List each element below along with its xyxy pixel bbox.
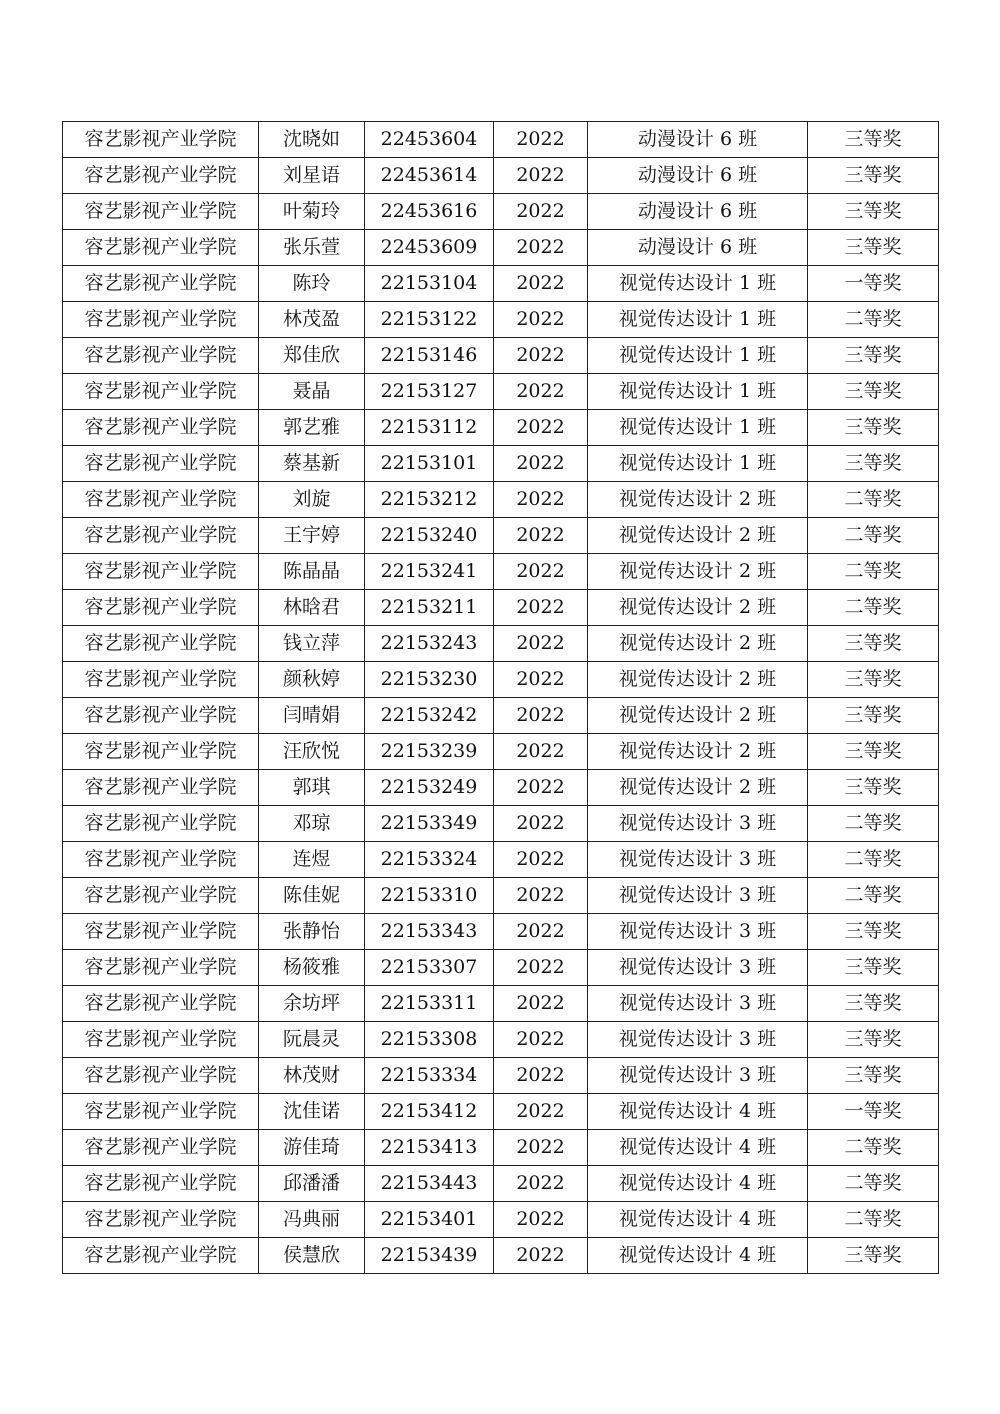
class-cell: 视觉传达设计 2 班 — [588, 590, 808, 626]
college-cell: 容艺影视产业学院 — [63, 1058, 259, 1094]
grade-cell: 2022 — [494, 1058, 588, 1094]
college-cell: 容艺影视产业学院 — [63, 986, 259, 1022]
student-id-cell: 22153307 — [365, 950, 494, 986]
student-id-cell: 22453604 — [365, 122, 494, 158]
name-cell: 阮晨灵 — [259, 1022, 365, 1058]
class-cell: 动漫设计 6 班 — [588, 194, 808, 230]
table-row — [63, 1238, 939, 1274]
grade-cell: 2022 — [494, 1094, 588, 1130]
award-cell: 一等奖 — [808, 1094, 939, 1130]
table-row — [63, 1202, 939, 1238]
college-cell: 容艺影视产业学院 — [63, 734, 259, 770]
name-cell: 颜秋婷 — [259, 662, 365, 698]
table-row — [63, 1058, 939, 1094]
table-row — [63, 878, 939, 914]
award-cell: 二等奖 — [808, 302, 939, 338]
college-cell: 容艺影视产业学院 — [63, 230, 259, 266]
name-cell: 聂晶 — [259, 374, 365, 410]
table-row — [63, 1130, 939, 1166]
college-cell: 容艺影视产业学院 — [63, 194, 259, 230]
student-id-cell: 22153101 — [365, 446, 494, 482]
college-cell: 容艺影视产业学院 — [63, 914, 259, 950]
award-cell: 二等奖 — [808, 878, 939, 914]
table-row — [63, 446, 939, 482]
award-cell: 二等奖 — [808, 482, 939, 518]
grade-cell: 2022 — [494, 914, 588, 950]
award-cell: 二等奖 — [808, 590, 939, 626]
student-id-cell: 22153212 — [365, 482, 494, 518]
student-id-cell: 22153401 — [365, 1202, 494, 1238]
table-row — [63, 230, 939, 266]
award-list-table — [62, 121, 939, 1274]
class-cell: 视觉传达设计 1 班 — [588, 374, 808, 410]
student-id-cell: 22153443 — [365, 1166, 494, 1202]
college-cell: 容艺影视产业学院 — [63, 482, 259, 518]
table-row — [63, 914, 939, 950]
college-cell: 容艺影视产业学院 — [63, 806, 259, 842]
grade-cell: 2022 — [494, 266, 588, 302]
table-row — [63, 338, 939, 374]
name-cell: 闫晴娟 — [259, 698, 365, 734]
college-cell: 容艺影视产业学院 — [63, 338, 259, 374]
award-cell: 三等奖 — [808, 1022, 939, 1058]
college-cell: 容艺影视产业学院 — [63, 950, 259, 986]
table-row — [63, 1022, 939, 1058]
name-cell: 郭艺雅 — [259, 410, 365, 446]
college-cell: 容艺影视产业学院 — [63, 158, 259, 194]
name-cell: 陈佳妮 — [259, 878, 365, 914]
class-cell: 视觉传达设计 1 班 — [588, 302, 808, 338]
class-cell: 视觉传达设计 3 班 — [588, 878, 808, 914]
name-cell: 林茂盈 — [259, 302, 365, 338]
name-cell: 林茂财 — [259, 1058, 365, 1094]
college-cell: 容艺影视产业学院 — [63, 1130, 259, 1166]
table-row — [63, 158, 939, 194]
award-cell: 三等奖 — [808, 374, 939, 410]
grade-cell: 2022 — [494, 518, 588, 554]
table-row — [63, 626, 939, 662]
class-cell: 视觉传达设计 3 班 — [588, 950, 808, 986]
grade-cell: 2022 — [494, 1022, 588, 1058]
class-cell: 视觉传达设计 3 班 — [588, 842, 808, 878]
grade-cell: 2022 — [494, 878, 588, 914]
college-cell: 容艺影视产业学院 — [63, 842, 259, 878]
table-row — [63, 770, 939, 806]
grade-cell: 2022 — [494, 446, 588, 482]
name-cell: 郭琪 — [259, 770, 365, 806]
award-cell: 三等奖 — [808, 1238, 939, 1274]
award-cell: 三等奖 — [808, 986, 939, 1022]
award-cell: 三等奖 — [808, 410, 939, 446]
table-row — [63, 662, 939, 698]
grade-cell: 2022 — [494, 806, 588, 842]
class-cell: 视觉传达设计 4 班 — [588, 1166, 808, 1202]
student-id-cell: 22153240 — [365, 518, 494, 554]
name-cell: 刘星语 — [259, 158, 365, 194]
class-cell: 视觉传达设计 3 班 — [588, 1058, 808, 1094]
class-cell: 视觉传达设计 2 班 — [588, 626, 808, 662]
class-cell: 视觉传达设计 2 班 — [588, 482, 808, 518]
class-cell: 视觉传达设计 2 班 — [588, 518, 808, 554]
table-row — [63, 1166, 939, 1202]
award-cell: 一等奖 — [808, 266, 939, 302]
grade-cell: 2022 — [494, 698, 588, 734]
student-id-cell: 22153127 — [365, 374, 494, 410]
grade-cell: 2022 — [494, 590, 588, 626]
college-cell: 容艺影视产业学院 — [63, 410, 259, 446]
award-cell: 三等奖 — [808, 338, 939, 374]
grade-cell: 2022 — [494, 374, 588, 410]
table-row — [63, 554, 939, 590]
college-cell: 容艺影视产业学院 — [63, 266, 259, 302]
student-id-cell: 22453614 — [365, 158, 494, 194]
award-cell: 三等奖 — [808, 698, 939, 734]
grade-cell: 2022 — [494, 158, 588, 194]
grade-cell: 2022 — [494, 122, 588, 158]
grade-cell: 2022 — [494, 1202, 588, 1238]
class-cell: 视觉传达设计 2 班 — [588, 698, 808, 734]
name-cell: 侯慧欣 — [259, 1238, 365, 1274]
grade-cell: 2022 — [494, 338, 588, 374]
name-cell: 汪欣悦 — [259, 734, 365, 770]
table-row — [63, 194, 939, 230]
grade-cell: 2022 — [494, 842, 588, 878]
class-cell: 视觉传达设计 4 班 — [588, 1238, 808, 1274]
table-row — [63, 590, 939, 626]
table-row — [63, 1094, 939, 1130]
name-cell: 游佳琦 — [259, 1130, 365, 1166]
name-cell: 陈玲 — [259, 266, 365, 302]
table-row — [63, 410, 939, 446]
class-cell: 视觉传达设计 1 班 — [588, 266, 808, 302]
award-cell: 二等奖 — [808, 1166, 939, 1202]
award-cell: 三等奖 — [808, 1058, 939, 1094]
student-id-cell: 22153104 — [365, 266, 494, 302]
name-cell: 刘旋 — [259, 482, 365, 518]
student-id-cell: 22153239 — [365, 734, 494, 770]
award-cell: 二等奖 — [808, 842, 939, 878]
grade-cell: 2022 — [494, 410, 588, 446]
student-id-cell: 22153343 — [365, 914, 494, 950]
college-cell: 容艺影视产业学院 — [63, 878, 259, 914]
table-row — [63, 734, 939, 770]
name-cell: 余坊坪 — [259, 986, 365, 1022]
table-row — [63, 518, 939, 554]
college-cell: 容艺影视产业学院 — [63, 698, 259, 734]
award-cell: 二等奖 — [808, 1202, 939, 1238]
name-cell: 张乐萱 — [259, 230, 365, 266]
name-cell: 张静怡 — [259, 914, 365, 950]
table-row — [63, 950, 939, 986]
student-id-cell: 22153413 — [365, 1130, 494, 1166]
student-id-cell: 22153241 — [365, 554, 494, 590]
class-cell: 视觉传达设计 1 班 — [588, 446, 808, 482]
student-id-cell: 22153439 — [365, 1238, 494, 1274]
college-cell: 容艺影视产业学院 — [63, 1238, 259, 1274]
award-cell: 三等奖 — [808, 770, 939, 806]
table-body — [63, 122, 939, 1274]
award-cell: 三等奖 — [808, 158, 939, 194]
class-cell: 视觉传达设计 4 班 — [588, 1130, 808, 1166]
class-cell: 视觉传达设计 2 班 — [588, 662, 808, 698]
award-cell: 二等奖 — [808, 806, 939, 842]
grade-cell: 2022 — [494, 1130, 588, 1166]
grade-cell: 2022 — [494, 230, 588, 266]
student-id-cell: 22153112 — [365, 410, 494, 446]
college-cell: 容艺影视产业学院 — [63, 554, 259, 590]
award-cell: 三等奖 — [808, 662, 939, 698]
grade-cell: 2022 — [494, 734, 588, 770]
class-cell: 视觉传达设计 3 班 — [588, 806, 808, 842]
grade-cell: 2022 — [494, 554, 588, 590]
table-row — [63, 482, 939, 518]
name-cell: 连煜 — [259, 842, 365, 878]
class-cell: 视觉传达设计 4 班 — [588, 1202, 808, 1238]
class-cell: 视觉传达设计 1 班 — [588, 338, 808, 374]
grade-cell: 2022 — [494, 1166, 588, 1202]
name-cell: 王宇婷 — [259, 518, 365, 554]
class-cell: 视觉传达设计 2 班 — [588, 734, 808, 770]
grade-cell: 2022 — [494, 302, 588, 338]
award-cell: 三等奖 — [808, 914, 939, 950]
award-cell: 三等奖 — [808, 950, 939, 986]
student-id-cell: 22153243 — [365, 626, 494, 662]
college-cell: 容艺影视产业学院 — [63, 302, 259, 338]
table-row — [63, 302, 939, 338]
class-cell: 动漫设计 6 班 — [588, 122, 808, 158]
grade-cell: 2022 — [494, 986, 588, 1022]
college-cell: 容艺影视产业学院 — [63, 626, 259, 662]
grade-cell: 2022 — [494, 482, 588, 518]
student-id-cell: 22153308 — [365, 1022, 494, 1058]
class-cell: 视觉传达设计 2 班 — [588, 770, 808, 806]
table-row — [63, 842, 939, 878]
student-id-cell: 22153230 — [365, 662, 494, 698]
grade-cell: 2022 — [494, 662, 588, 698]
name-cell: 沈佳诺 — [259, 1094, 365, 1130]
name-cell: 沈晓如 — [259, 122, 365, 158]
student-id-cell: 22153334 — [365, 1058, 494, 1094]
class-cell: 视觉传达设计 2 班 — [588, 554, 808, 590]
name-cell: 蔡基新 — [259, 446, 365, 482]
class-cell: 动漫设计 6 班 — [588, 230, 808, 266]
student-id-cell: 22453609 — [365, 230, 494, 266]
table-row — [63, 374, 939, 410]
grade-cell: 2022 — [494, 194, 588, 230]
student-id-cell: 22453616 — [365, 194, 494, 230]
college-cell: 容艺影视产业学院 — [63, 122, 259, 158]
student-id-cell: 22153146 — [365, 338, 494, 374]
grade-cell: 2022 — [494, 626, 588, 662]
college-cell: 容艺影视产业学院 — [63, 770, 259, 806]
college-cell: 容艺影视产业学院 — [63, 374, 259, 410]
award-cell: 二等奖 — [808, 554, 939, 590]
student-id-cell: 22153211 — [365, 590, 494, 626]
class-cell: 视觉传达设计 4 班 — [588, 1094, 808, 1130]
table-row — [63, 698, 939, 734]
table-row — [63, 266, 939, 302]
award-cell: 二等奖 — [808, 518, 939, 554]
name-cell: 邱潘潘 — [259, 1166, 365, 1202]
class-cell: 视觉传达设计 3 班 — [588, 1022, 808, 1058]
name-cell: 邓琼 — [259, 806, 365, 842]
award-cell: 三等奖 — [808, 446, 939, 482]
student-id-cell: 22153311 — [365, 986, 494, 1022]
name-cell: 林晗君 — [259, 590, 365, 626]
name-cell: 冯典丽 — [259, 1202, 365, 1238]
class-cell: 动漫设计 6 班 — [588, 158, 808, 194]
name-cell: 杨筱雅 — [259, 950, 365, 986]
table-row — [63, 806, 939, 842]
college-cell: 容艺影视产业学院 — [63, 590, 259, 626]
class-cell: 视觉传达设计 1 班 — [588, 410, 808, 446]
student-id-cell: 22153324 — [365, 842, 494, 878]
grade-cell: 2022 — [494, 950, 588, 986]
college-cell: 容艺影视产业学院 — [63, 446, 259, 482]
student-id-cell: 22153242 — [365, 698, 494, 734]
college-cell: 容艺影视产业学院 — [63, 662, 259, 698]
class-cell: 视觉传达设计 3 班 — [588, 986, 808, 1022]
name-cell: 钱立萍 — [259, 626, 365, 662]
college-cell: 容艺影视产业学院 — [63, 1202, 259, 1238]
student-id-cell: 22153349 — [365, 806, 494, 842]
name-cell: 叶菊玲 — [259, 194, 365, 230]
grade-cell: 2022 — [494, 1238, 588, 1274]
student-id-cell: 22153122 — [365, 302, 494, 338]
grade-cell: 2022 — [494, 770, 588, 806]
name-cell: 陈晶晶 — [259, 554, 365, 590]
award-cell: 三等奖 — [808, 122, 939, 158]
award-cell: 三等奖 — [808, 194, 939, 230]
college-cell: 容艺影视产业学院 — [63, 1166, 259, 1202]
college-cell: 容艺影视产业学院 — [63, 518, 259, 554]
award-cell: 三等奖 — [808, 230, 939, 266]
student-id-cell: 22153249 — [365, 770, 494, 806]
student-id-cell: 22153310 — [365, 878, 494, 914]
name-cell: 郑佳欣 — [259, 338, 365, 374]
award-cell: 三等奖 — [808, 734, 939, 770]
award-cell: 二等奖 — [808, 1130, 939, 1166]
award-cell: 三等奖 — [808, 626, 939, 662]
student-id-cell: 22153412 — [365, 1094, 494, 1130]
college-cell: 容艺影视产业学院 — [63, 1022, 259, 1058]
table-row — [63, 122, 939, 158]
table-row — [63, 986, 939, 1022]
college-cell: 容艺影视产业学院 — [63, 1094, 259, 1130]
class-cell: 视觉传达设计 3 班 — [588, 914, 808, 950]
